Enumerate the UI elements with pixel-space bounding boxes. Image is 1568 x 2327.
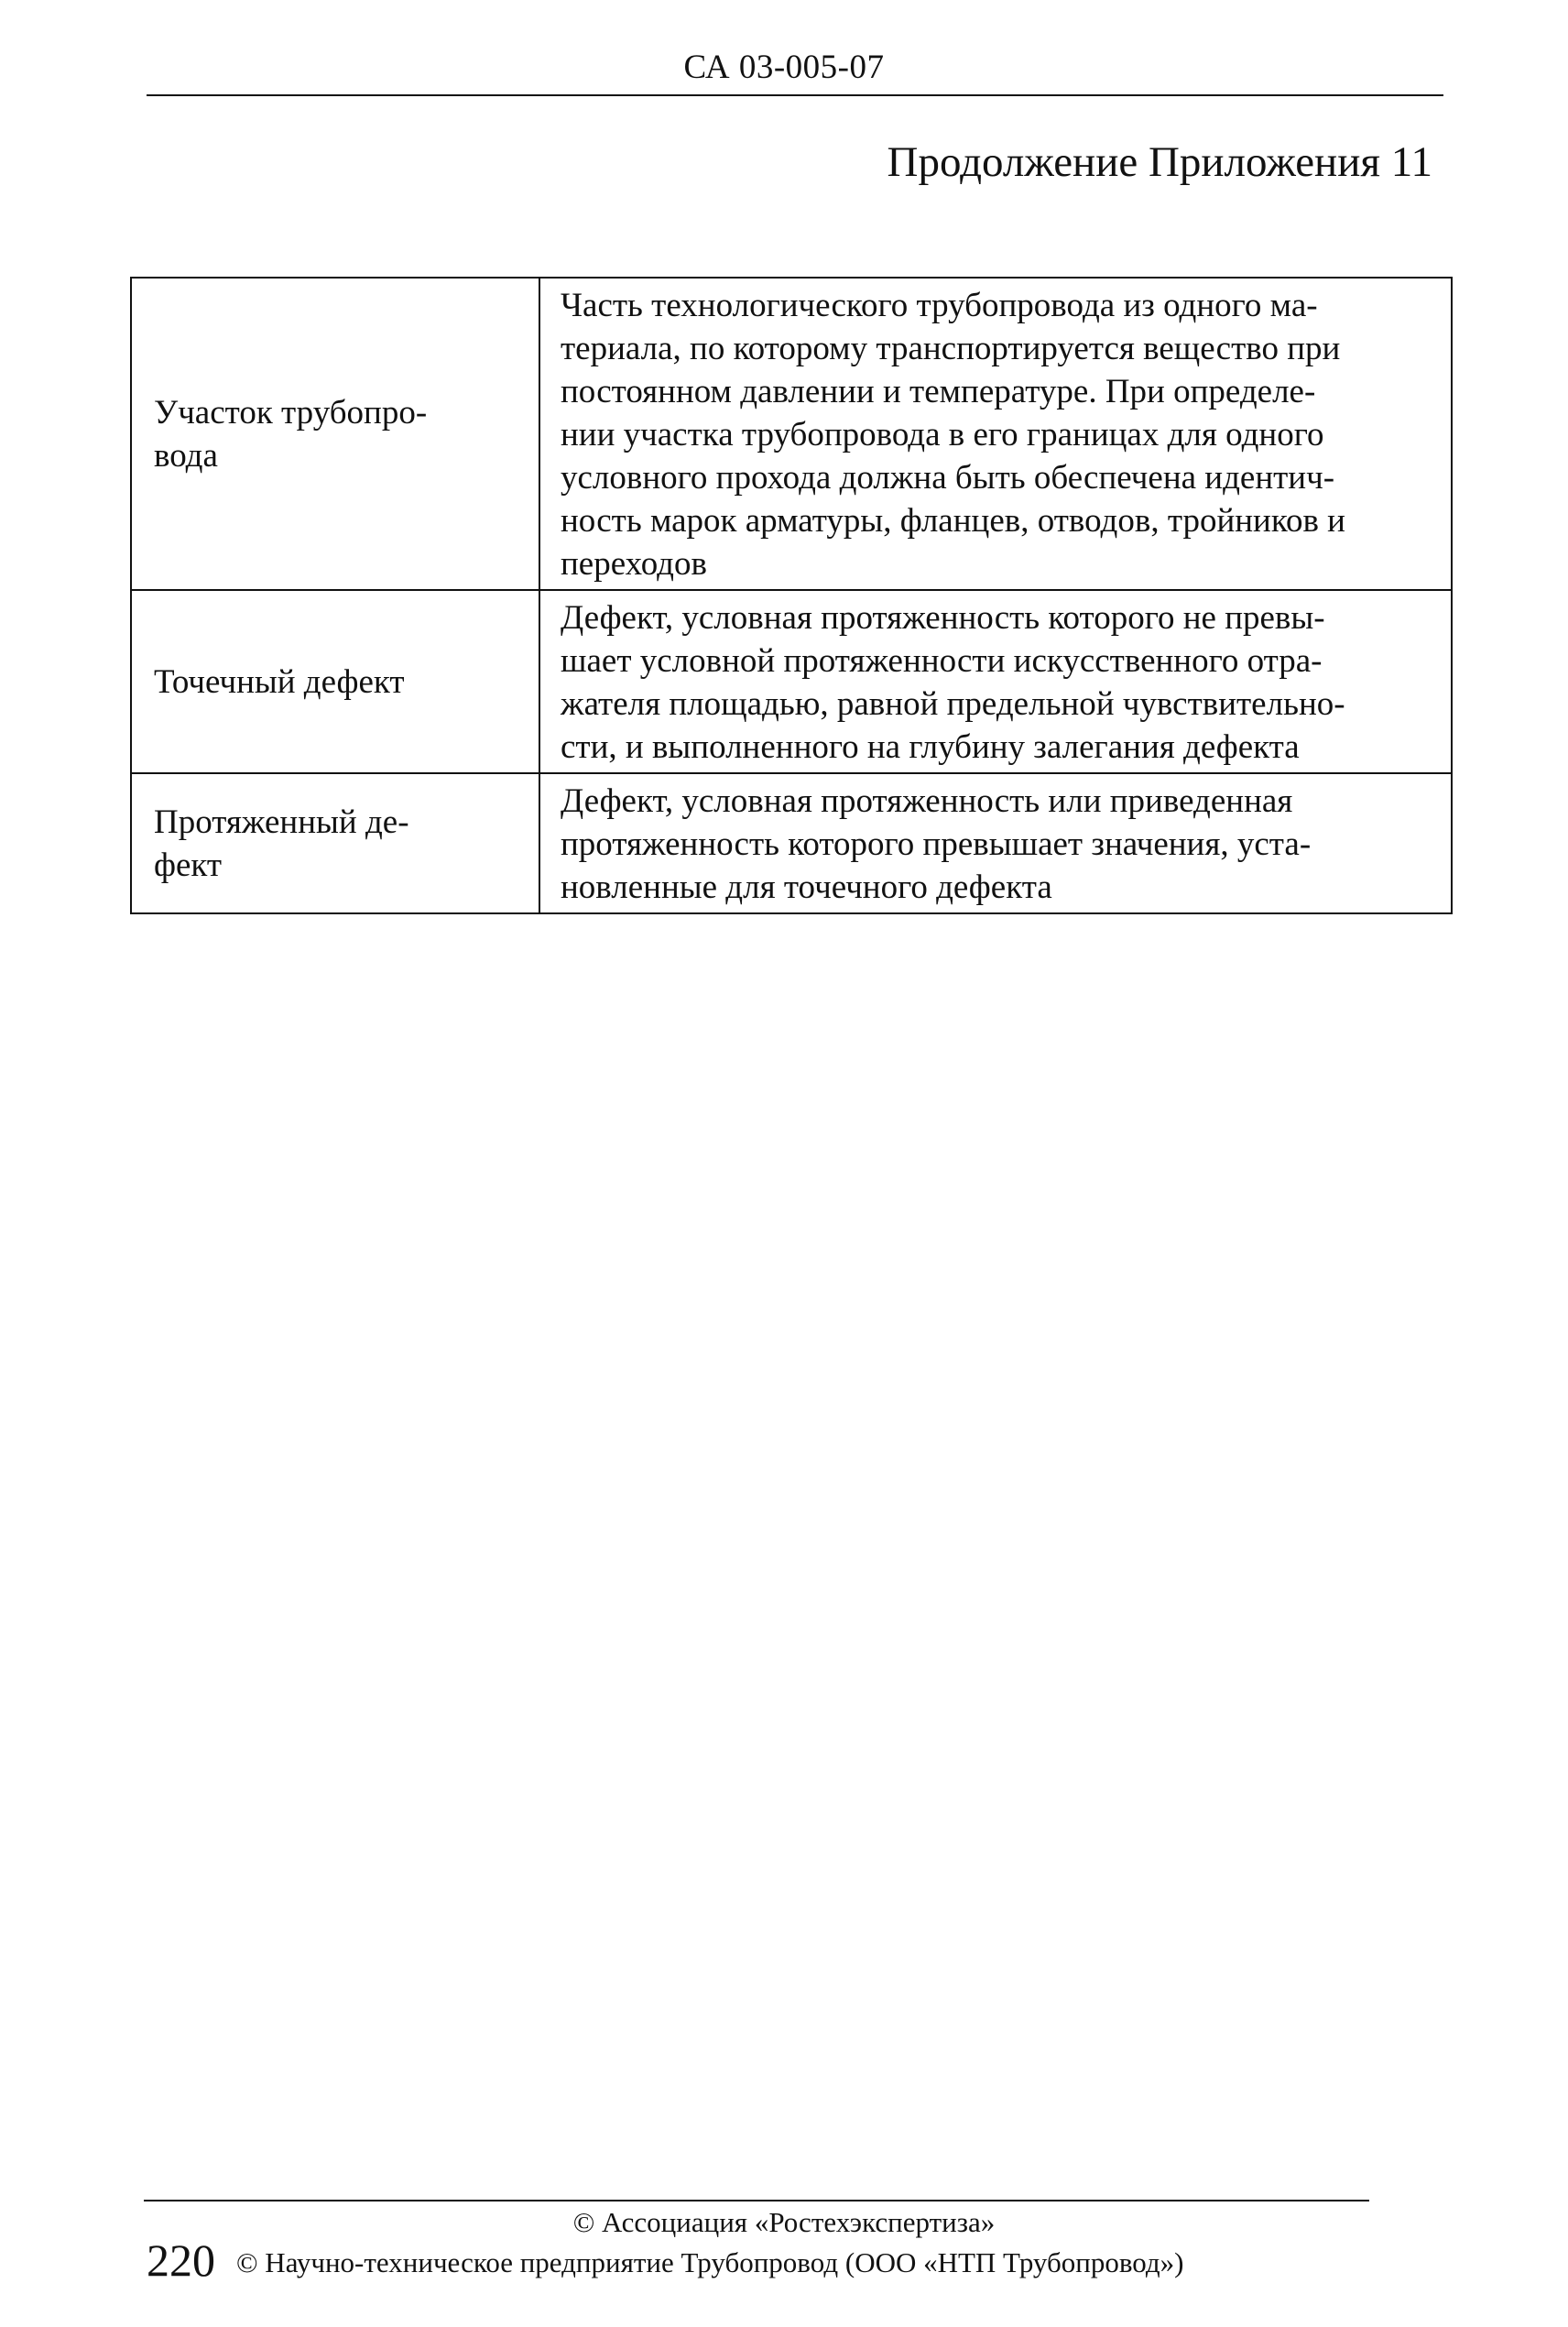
terms-table <box>130 277 1453 914</box>
term-cell <box>131 773 539 913</box>
definition-text: Часть технологического трубопровода из одного ма- териала, по которому транспортируется вещество при постоянном давлении и температуре. При определе- нии участка трубопровода в его границах для одного условного прохода должна быть обеспечена идентич- ность марок арматуры, фланцев, отводов, тройников и переходов <box>561 287 1345 583</box>
term-text: Точечный дефект <box>154 662 405 701</box>
table-row <box>131 590 1452 773</box>
definition-cell <box>539 278 1452 590</box>
term-cell <box>131 590 539 773</box>
document-code: СА 03-005-07 <box>683 49 885 86</box>
appendix-continuation-title: Продолжение Приложения 11 <box>887 138 1432 186</box>
term-cell <box>131 278 539 590</box>
page-number: 220 <box>147 2234 215 2286</box>
header-divider <box>147 94 1443 96</box>
table-row <box>131 773 1452 913</box>
table-row <box>131 278 1452 590</box>
copyright-enterprise: © Научно-техническое предприятие Трубопровод (ООО «НТП Трубопровод») <box>236 2246 1184 2278</box>
copyright-association: © Ассоциация «Ростехэкспертиза» <box>572 2206 996 2238</box>
definition-cell <box>539 590 1452 773</box>
term-text: Участок трубопро- вода <box>154 393 428 475</box>
footer-divider <box>144 2200 1369 2201</box>
definition-text: Дефект, условная протяженность которого не превы- шает условной протяженности искусственного отра- жателя площадью, равной предельной чувствительно- сти, и выполненного на глубину залегания дефекта <box>561 599 1345 766</box>
definition-cell <box>539 773 1452 913</box>
definition-text: Дефект, условная протяженность или приведенная протяженность которого превышает значения, уста- новленные для точечного дефекта <box>561 782 1312 906</box>
term-text: Протяженный де- фект <box>154 803 409 884</box>
